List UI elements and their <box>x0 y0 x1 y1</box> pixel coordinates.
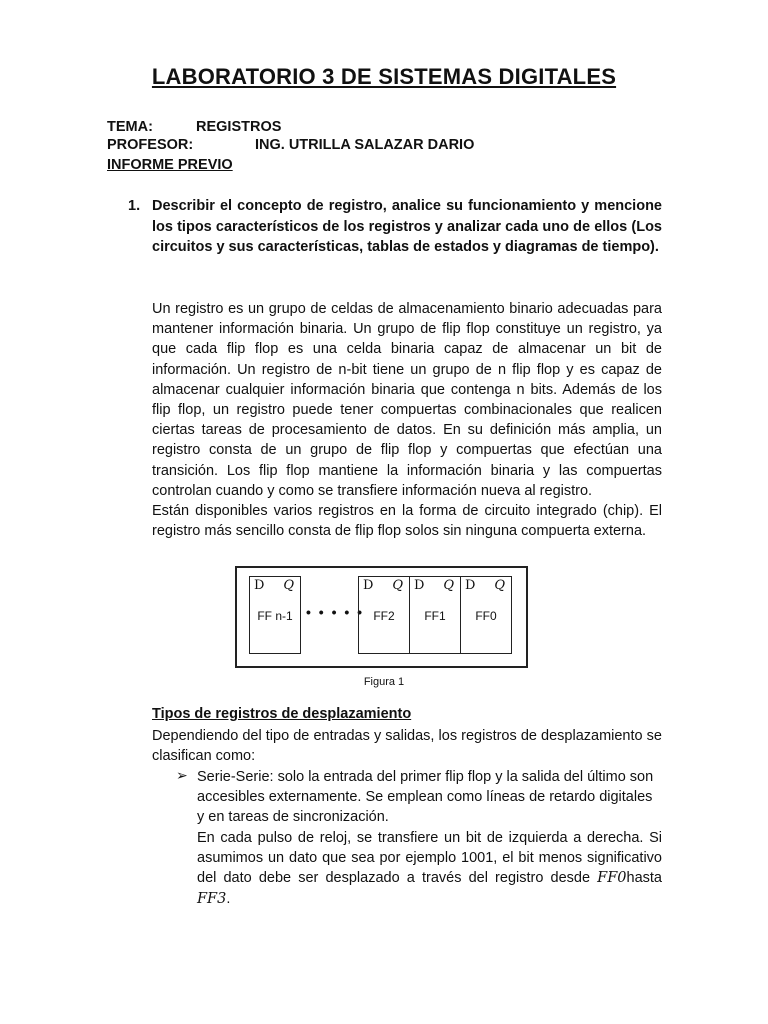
ff-q-label: Q <box>283 578 294 593</box>
informe-previo-heading: INFORME PREVIO <box>107 157 233 173</box>
detail-text-prefix: En cada pulso de reloj, se transfiere un bit de izquierda a derecha. Si asumimos un dato que sea por ejemplo 1001, el bit menos significativo del dato debe ser desplazado a través del registro desde <box>197 830 662 887</box>
paragraph-definition: Un registro es un grupo de celdas de almacenamiento binario adecuadas para mantener información binaria. Un grupo de flip flop constituye un registro, ya que cada flip flop es una celda binaria capaz de almacenar un bit de información. Un registro de n-bit tiene un grupo de n flip flop y es capaz de almacenar cualquier información binaria que contenga n bits. Además de los flip flop, un registro puede tener compuertas combinacionales que realicen ciertas tareas de procesamiento de datos. En su definición más amplia, un registro consta de un grupo de flip flop y compuertas que efectúan una transición. Los flip flop mantiene la información binaria y las compuertas controlan cuando y como se transfiere información nueva al registro. <box>152 301 662 499</box>
flipflop-ff0 <box>460 576 512 654</box>
detail-text-mid: hasta <box>626 870 662 887</box>
section-heading: Tipos de registros de desplazamiento <box>152 706 412 722</box>
tema-label: TEMA: <box>107 119 153 135</box>
ff-name: FF1 <box>424 609 446 623</box>
profesor-value: ING. UTRILLA SALAZAR DARIO <box>255 137 475 153</box>
flipflop-ff2 <box>358 576 410 654</box>
ff-q-label: Q <box>443 578 454 593</box>
ff-q-label: Q <box>494 578 505 593</box>
question-text: Describir el concepto de registro, analice su funcionamiento y mencione los tipos característicos de los registros y analizar cada uno de ellos (Los circuitos y sus características, tablas de estados y diagramas de tiempo). <box>152 198 662 255</box>
ff-q-label: Q <box>392 578 403 593</box>
paragraph-chips: Están disponibles varios registros en la forma de circuito integrado (chip). El registro más sencillo consta de flip flop solos sin ninguna compuerta externa. <box>152 503 662 540</box>
ff-d-label: D <box>254 578 265 593</box>
flipflop-ff-n-1 <box>249 576 301 654</box>
ff-d-label: D <box>414 578 425 593</box>
bullet-serie-serie-detail <box>197 828 662 909</box>
ff-name: FF n-1 <box>257 609 293 623</box>
question-1 <box>128 196 662 258</box>
tema-line <box>107 119 282 135</box>
page-title: LABORATORIO 3 DE SISTEMAS DIGITALES <box>151 64 617 89</box>
ff-d-label: D <box>465 578 476 593</box>
section-intro: Dependiendo del tipo de entradas y salidas, los registros de desplazamiento se clasifican como: <box>152 728 662 765</box>
math-ff0: FF0 <box>597 870 627 887</box>
tema-value: REGISTROS <box>196 119 282 135</box>
math-ff3: FF3 <box>197 890 227 907</box>
detail-text-end: . <box>226 890 231 907</box>
profesor-line <box>107 137 475 153</box>
ff-d-label: D <box>363 578 374 593</box>
figure-caption: Figura 1 <box>363 676 405 688</box>
question-number: 1. <box>128 198 141 214</box>
ellipsis-dots: • • • • • <box>306 604 365 620</box>
arrow-bullet-icon: ➢ <box>176 767 188 783</box>
bullet-serie-serie: Serie-Serie: solo la entrada del primer flip flop y la salida del último son accesibles externamente. Se emplean como líneas de retardo digitales y en tareas de sincronización. <box>197 769 654 826</box>
ff-name: FF0 <box>475 609 497 623</box>
flipflop-ff1 <box>409 576 461 654</box>
ff-name: FF2 <box>373 609 395 623</box>
profesor-label: PROFESOR: <box>107 137 194 153</box>
